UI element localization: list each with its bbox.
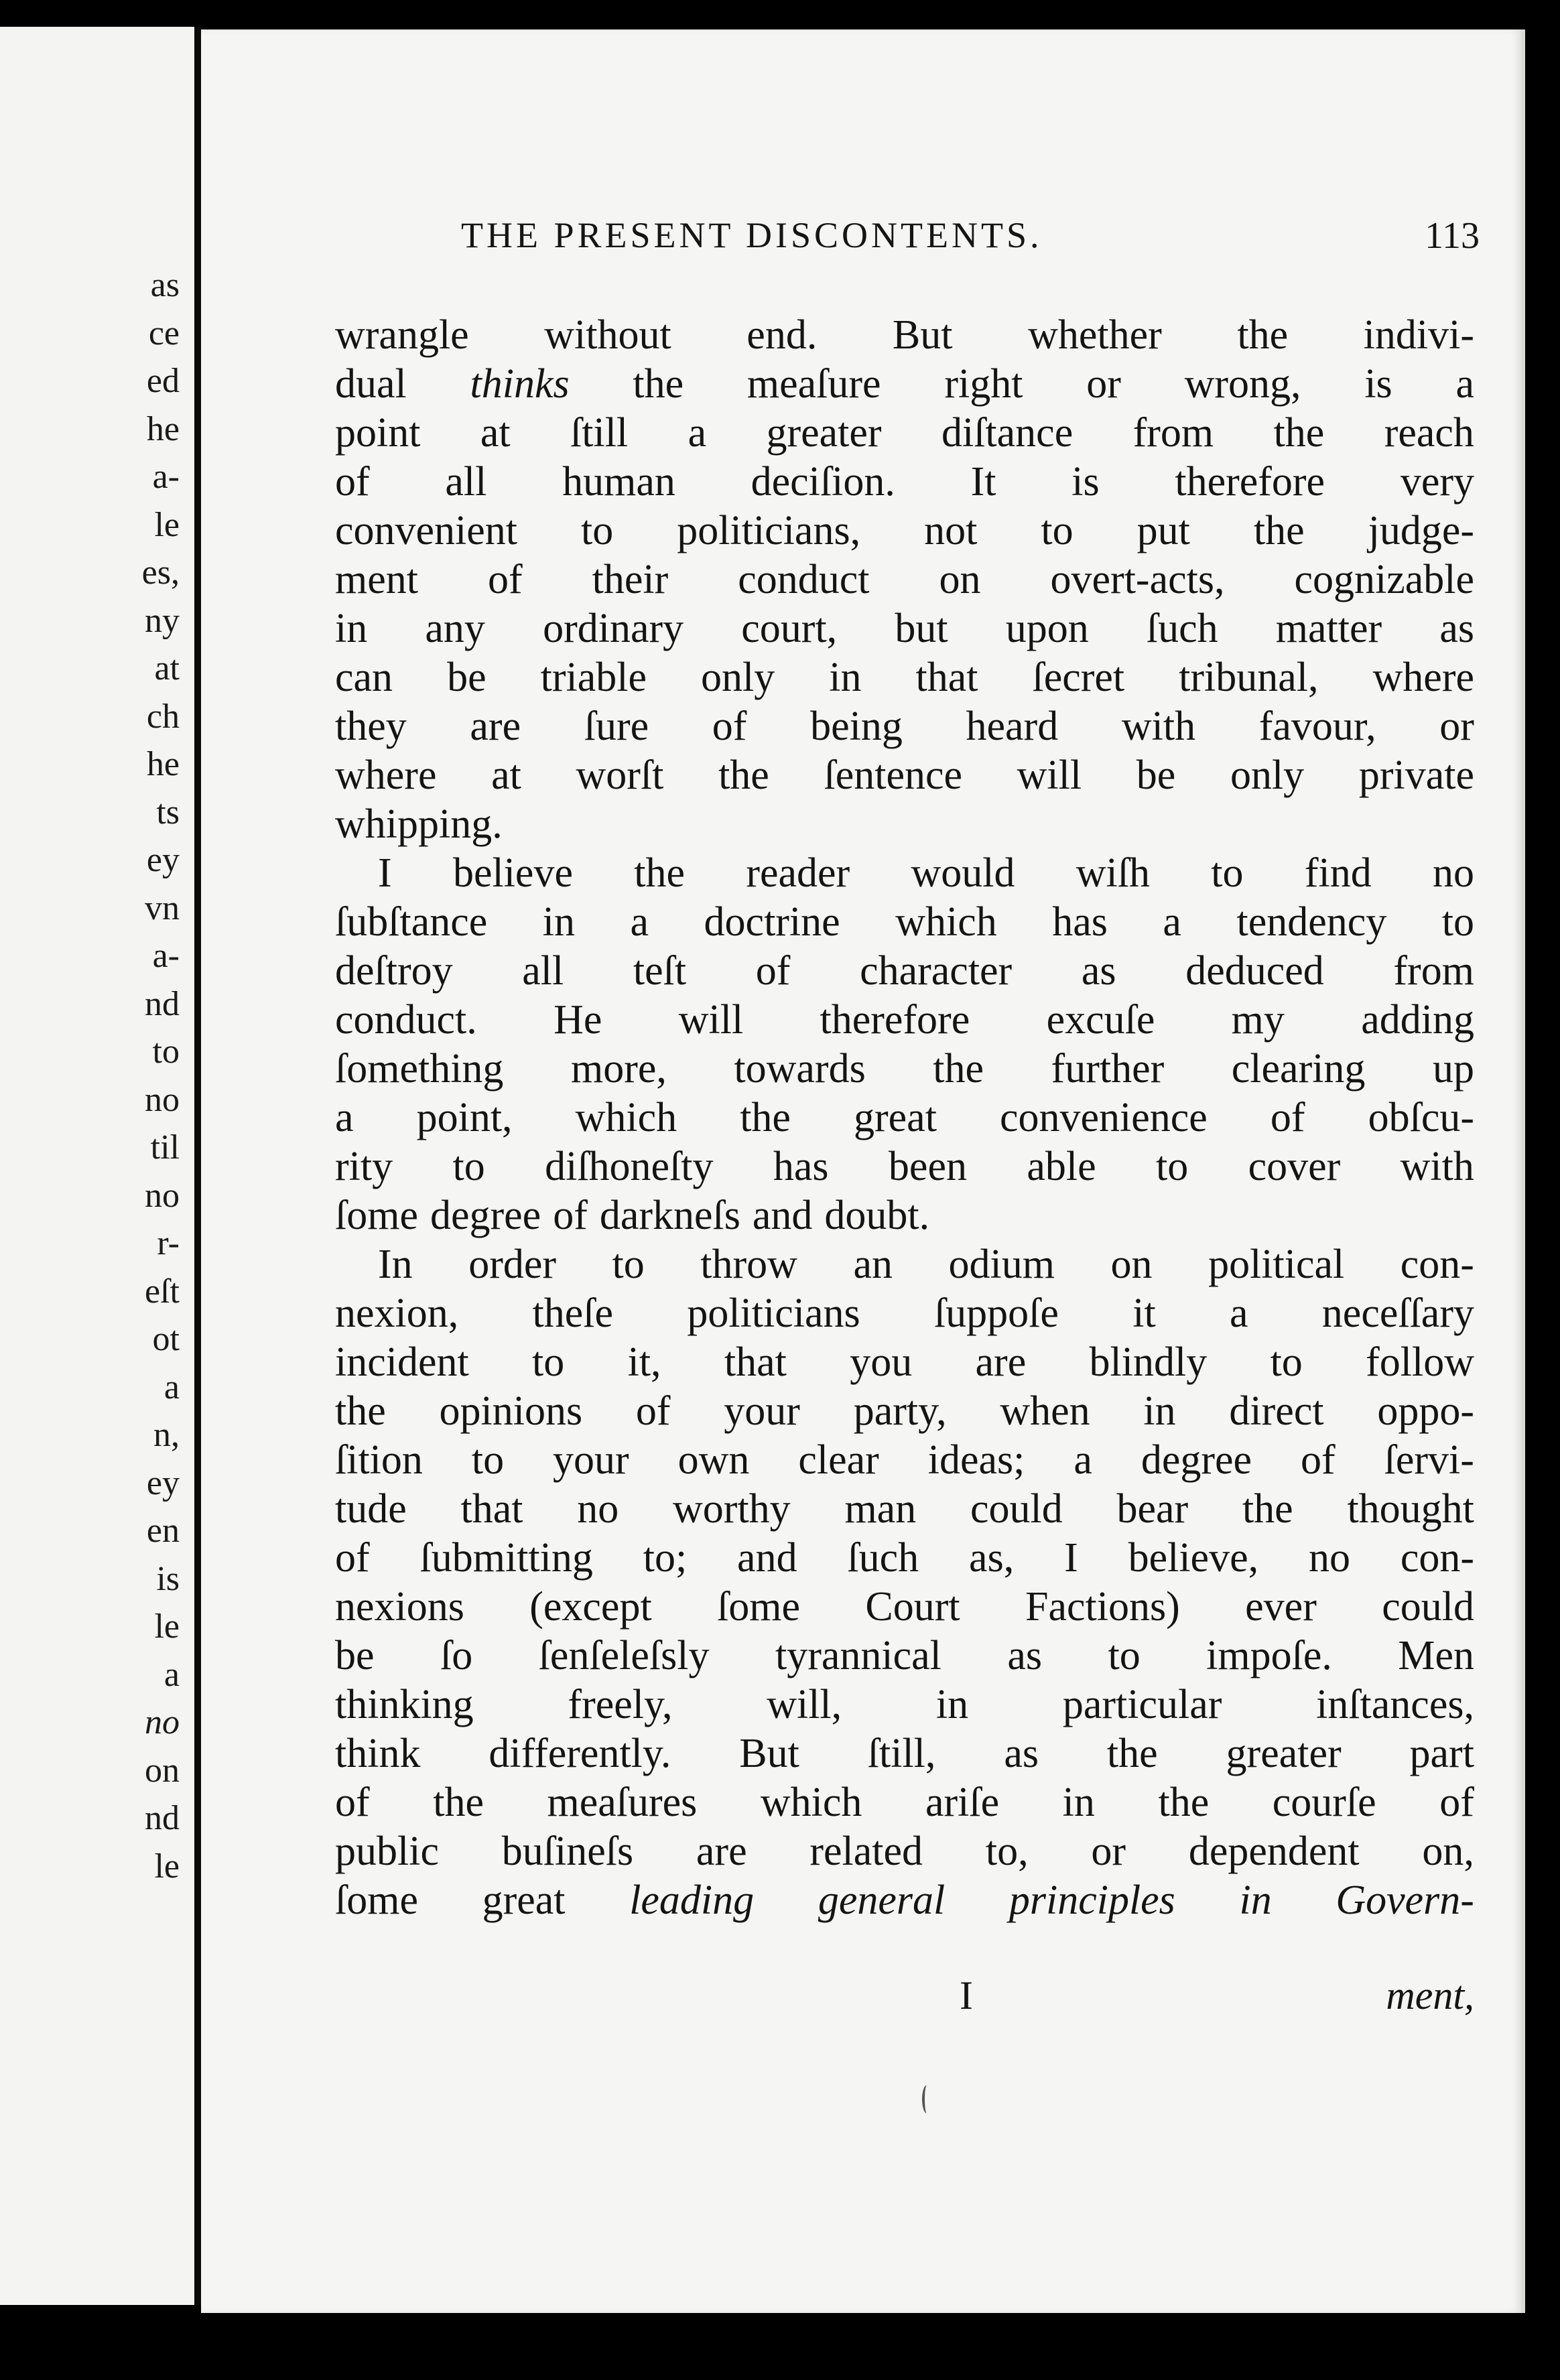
text-line: think differently. But ſtill, as the greater part	[335, 1731, 1474, 1776]
facing-page-line-end: ch	[146, 697, 180, 736]
text-line: wrangle without end. But whether the indivi-	[335, 312, 1474, 358]
facing-page-line-end: ot	[152, 1320, 180, 1358]
facing-page-line-end: no	[145, 1176, 180, 1215]
facing-page-line-end: as	[150, 266, 180, 304]
text-line: conduct. He will therefore excuſe my adding	[335, 997, 1474, 1043]
facing-page-line-end: til	[150, 1128, 180, 1167]
signature-mark: I	[960, 1973, 973, 2018]
facing-page-line-end: ny	[145, 601, 180, 640]
book-page	[201, 29, 1525, 2313]
text-line: a point, which the great convenience of obſcu-	[335, 1095, 1474, 1140]
facing-page-line-end: to	[152, 1033, 180, 1071]
facing-page-line-end: no	[145, 1703, 180, 1741]
text-line: ſubſtance in a doctrine which has a tendency to	[335, 899, 1474, 945]
facing-page-line-end: en	[146, 1512, 180, 1550]
facing-page-line-end: ts	[156, 793, 180, 832]
text-line: convenient to politicians, not to put the judge-	[335, 508, 1474, 553]
text-line: be ſo ſenſeleſsly tyrannical as to impoſe. Men	[335, 1633, 1474, 1678]
page-footer	[335, 1973, 1474, 2026]
facing-page-line-end: ey	[146, 1463, 180, 1502]
body-text	[335, 311, 1474, 1925]
text-line: public buſineſs are related to, or dependent on,	[335, 1829, 1474, 1874]
facing-page-line-end: es,	[141, 553, 180, 592]
facing-page-line-end: a	[164, 1368, 180, 1406]
facing-page-line-end: a-	[152, 458, 180, 496]
text-line: ſome degree of darkneſs and doubt.	[335, 1193, 930, 1238]
text-line: nexions (except ſome Court Factions) ever could	[335, 1584, 1474, 1630]
facing-page-line-end: on	[145, 1751, 180, 1790]
facing-page-line-end: nd	[145, 984, 180, 1023]
running-head: THE PRESENT DISCONTENTS.	[461, 215, 1043, 255]
facing-page-line-end: ed	[146, 362, 180, 400]
text-line: in any ordinary court, but upon ſuch matter as	[335, 606, 1474, 651]
text-line: incident to it, that you are blindly to follow	[335, 1339, 1474, 1385]
text-line: ſome great leading general principles in Govern-	[335, 1877, 1474, 1923]
text-line: ſition to your own clear ideas; a degree of ſervi-	[335, 1437, 1474, 1483]
facing-page-line-end: vn	[145, 888, 180, 927]
text-line: they are ſure of being heard with favour, or	[335, 704, 1474, 749]
paper-mark	[922, 2085, 931, 2113]
text-line: where at worſt the ſentence will be only private	[335, 752, 1474, 798]
text-line: of all human deciſion. It is therefore very	[335, 459, 1474, 505]
facing-page-line-end: a	[164, 1655, 180, 1694]
text-line: deſtroy all teſt of character as deduced from	[335, 948, 1474, 994]
text-line: I believe the reader would wiſh to find no	[378, 850, 1474, 896]
text-line: point at ſtill a greater diſtance from the reach	[335, 410, 1474, 456]
facing-page-line-end: eſt	[145, 1272, 180, 1311]
text-line: In order to throw an odium on political con-	[378, 1242, 1474, 1287]
text-line: rity to diſhoneſty has been able to cover with	[335, 1144, 1474, 1189]
page-number: 113	[1425, 215, 1480, 257]
facing-page-line-end: r-	[157, 1224, 180, 1262]
facing-page-fragment	[0, 27, 194, 2305]
text-line: can be triable only in that ſecret tribunal, where	[335, 655, 1474, 700]
text-line: the opinions of your party, when in direct oppo-	[335, 1388, 1474, 1434]
facing-page-line-end: at	[154, 649, 180, 687]
text-line: dual thinks the meaſure right or wrong, is a	[335, 361, 1474, 407]
facing-page-line-end: ce	[148, 314, 180, 352]
text-line: thinking freely, will, in particular inſtances,	[335, 1682, 1474, 1727]
facing-page-line-end: he	[146, 409, 180, 448]
facing-page-line-end: le	[154, 505, 180, 544]
facing-page-line-end: a-	[152, 937, 180, 975]
catchword: ment,	[1386, 1973, 1474, 2018]
text-line: of ſubmitting to; and ſuch as, I believe, no con-	[335, 1535, 1474, 1581]
facing-page-line-end: he	[146, 745, 180, 783]
page-header	[461, 214, 1480, 268]
text-line: ſomething more, towards the further clearing up	[335, 1046, 1474, 1092]
text-line: ment of their conduct on overt-acts, cognizable	[335, 557, 1474, 602]
facing-page-line-end: nd	[145, 1799, 180, 1837]
text-line: tude that no worthy man could bear the thought	[335, 1486, 1474, 1532]
text-line: nexion, theſe politicians ſuppoſe it a neceſſary	[335, 1291, 1474, 1336]
facing-page-line-end: le	[154, 1847, 180, 1886]
facing-page-line-end: n,	[153, 1416, 180, 1454]
facing-page-line-end: ey	[146, 841, 180, 879]
text-line: of the meaſures which ariſe in the courſe of	[335, 1780, 1474, 1825]
facing-page-line-end: is	[156, 1559, 180, 1598]
text-line: whipping.	[335, 801, 503, 847]
facing-page-line-end: no	[145, 1080, 180, 1119]
facing-page-line-end: le	[154, 1607, 180, 1646]
